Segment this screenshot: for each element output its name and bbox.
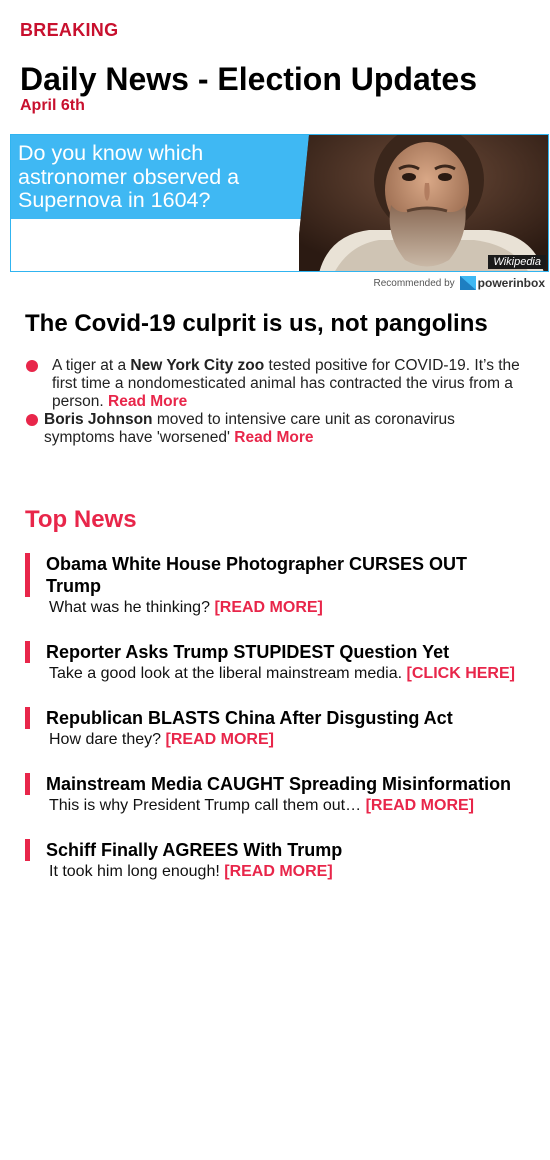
powerinbox-brand: powerinbox [477,276,545,290]
news-desc [49,664,515,684]
recommended-by[interactable] [374,276,546,290]
news-desc [49,598,323,618]
page-title: Daily News - Election Updates [20,61,478,97]
ad-headline: Do you know which astronomer observed a Supernova in 1604? [18,141,240,212]
ad-white-band [11,219,301,272]
bullet-text: tested positive for COVID-19. It’s the first time a nondomesticated animal has contracted the virus from a person. [52,357,520,410]
page-date: April 6th [20,97,85,114]
bullet-dot [26,414,38,426]
news-accent-bar [25,773,30,795]
bullet-bold: New York City zoo [130,357,265,374]
news-accent-bar [25,641,30,663]
news-item [25,707,525,755]
news-headline[interactable]: Republican BLASTS China After Disgusting Act [46,708,453,728]
news-desc-text: Take a good look at the liberal mainstream media. [49,665,403,682]
news-desc [49,730,274,750]
covid-article-title[interactable]: The Covid-19 culprit is us, not pangolins [25,310,488,337]
ad-banner[interactable] [10,134,549,272]
top-news-heading: Top News [25,506,137,533]
news-item [25,553,525,623]
recommended-by-label: Recommended by [373,277,455,289]
bullet-dot [26,360,38,372]
covid-bullet-1 [52,357,522,411]
portrait-illustration [299,135,549,272]
news-item [25,773,525,821]
news-item [25,641,525,689]
news-desc [49,862,333,882]
news-headline[interactable]: Obama White House Photographer CURSES OUT Trump [46,554,468,596]
news-headline[interactable]: Reporter Asks Trump STUPIDEST Question Yet [46,642,450,662]
read-more-link[interactable]: [READ MORE] [365,797,474,814]
read-more-link[interactable]: Read More [234,429,314,446]
news-desc-text: It took him long enough! [49,863,220,880]
news-desc-text: What was he thinking? [49,599,210,616]
click-here-link[interactable]: [CLICK HERE] [406,665,515,682]
powerinbox-icon [460,276,476,290]
news-accent-bar [25,553,30,597]
news-desc [49,796,474,816]
read-more-link[interactable]: [READ MORE] [165,731,274,748]
news-item [25,839,525,887]
bullet-text: moved to intensive care unit as coronavirus symptoms have 'worsened' [44,411,455,446]
covid-bullet-2 [44,411,524,447]
news-accent-bar [25,707,30,729]
news-desc-text: How dare they? [49,731,162,748]
ad-portrait-image [299,135,549,272]
news-accent-bar [25,839,30,861]
bullet-text: A tiger at a [52,357,131,374]
read-more-link[interactable]: [READ MORE] [224,863,333,880]
bullet-bold: Boris Johnson [44,411,153,428]
powerinbox-logo [460,276,545,290]
news-desc-text: This is why President Trump call them out… [49,797,362,814]
news-headline[interactable]: Schiff Finally AGREES With Trump [46,840,343,860]
read-more-link[interactable]: [READ MORE] [214,599,323,616]
read-more-link[interactable]: Read More [108,393,188,410]
ad-image-credit: Wikipedia [488,255,546,269]
breaking-label: BREAKING [20,20,119,40]
news-headline[interactable]: Mainstream Media CAUGHT Spreading Misinformation [46,774,512,794]
